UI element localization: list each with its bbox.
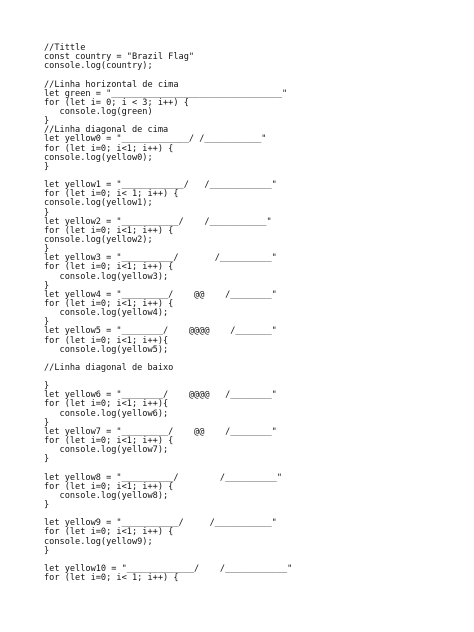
code-line: } [44, 207, 50, 218]
code-line: let yellow6 = "________/ @@@@ /________" [44, 390, 277, 401]
code-line: //Linha horizontal de cima [44, 79, 179, 90]
code-line: //Linha diagonal de cima [44, 125, 169, 136]
code-line: } [44, 417, 50, 428]
code-line: //Tittle [44, 43, 86, 53]
code-line: let yellow3 = "__________/ /__________" [44, 253, 277, 264]
code-line: let yellow5 = "________/ @@@@ /_______" [44, 326, 277, 337]
code-line: for (let i=0; i<1; i++) { [44, 143, 174, 154]
code-line: let yellow9 = "___________/ /___________" [44, 518, 277, 529]
code-line: } [44, 280, 50, 291]
code-line: for (let i= 0; i < 3; i++) { [44, 97, 189, 108]
code-line: for (let i=0; i<1; i++) { [44, 262, 174, 273]
code-line: console.log(yellow6); [44, 408, 169, 419]
code-line: for (let i=0; i<1; i++) { [44, 225, 174, 236]
code-line: for (let i=0; i<1; i++){ [44, 399, 169, 410]
code-line: for (let i=0; i<1; i++) { [44, 527, 174, 538]
code-line: } [44, 161, 50, 172]
code-line: } [44, 317, 50, 328]
code-line: for (let i=0; i<1; i++) { [44, 436, 174, 447]
code-line: let yellow1 = "____________/ /____________" [44, 180, 277, 191]
code-line: for (let i=0; i<1; i++){ [44, 335, 169, 346]
code-line: let yellow7 = "_________/ @@ /________" [44, 426, 277, 437]
code-line [44, 373, 464, 382]
code-line: console.log(yellow4); [44, 308, 169, 319]
code-line: } [44, 454, 50, 465]
code-line: console.log(yellow9); [44, 536, 153, 547]
code-line: for (let i=0; i< 1; i++) { [44, 573, 179, 584]
code-line: console.log(yellow7); [44, 445, 169, 456]
code-line: let yellow4 = "_________/ @@ /________" [44, 289, 277, 300]
code-line: console.log(yellow0); [44, 152, 153, 163]
code-line: let yellow8 = "__________/ /__________" [44, 472, 282, 483]
code-line: console.log(country); [44, 61, 153, 72]
code-line: } [44, 381, 50, 392]
code-line: //Linha diagonal de baixo [44, 362, 174, 373]
code-line: let green = "_________________________________" [44, 88, 288, 99]
code-line: console.log(yellow2); [44, 234, 153, 245]
code-line: console.log(yellow8); [44, 490, 169, 501]
code-line: console.log(yellow3); [44, 271, 169, 282]
code-line: console.log(green) [44, 106, 153, 117]
code-line: let yellow2 = "___________/ /___________" [44, 216, 272, 227]
code-line: const country = "Brazil Flag" [44, 52, 195, 63]
code-line: let yellow0 = "_____________/ /___________" [44, 134, 267, 145]
code-line: for (let i=0; i<1; i++) { [44, 298, 174, 309]
code-line: console.log(yellow5); [44, 344, 169, 355]
code-line: } [44, 244, 50, 255]
code-line: for (let i=0; i< 1; i++) { [44, 189, 179, 200]
code-line: let yellow10 = "_____________/ /____________" [44, 564, 293, 575]
code-line: console.log(yellow1); [44, 198, 153, 209]
code-line: } [44, 545, 50, 556]
code-line: } [44, 500, 50, 511]
code-block [44, 44, 464, 583]
code-line: for (let i=0; i<1; i++) { [44, 481, 174, 492]
code-line: } [44, 116, 50, 127]
